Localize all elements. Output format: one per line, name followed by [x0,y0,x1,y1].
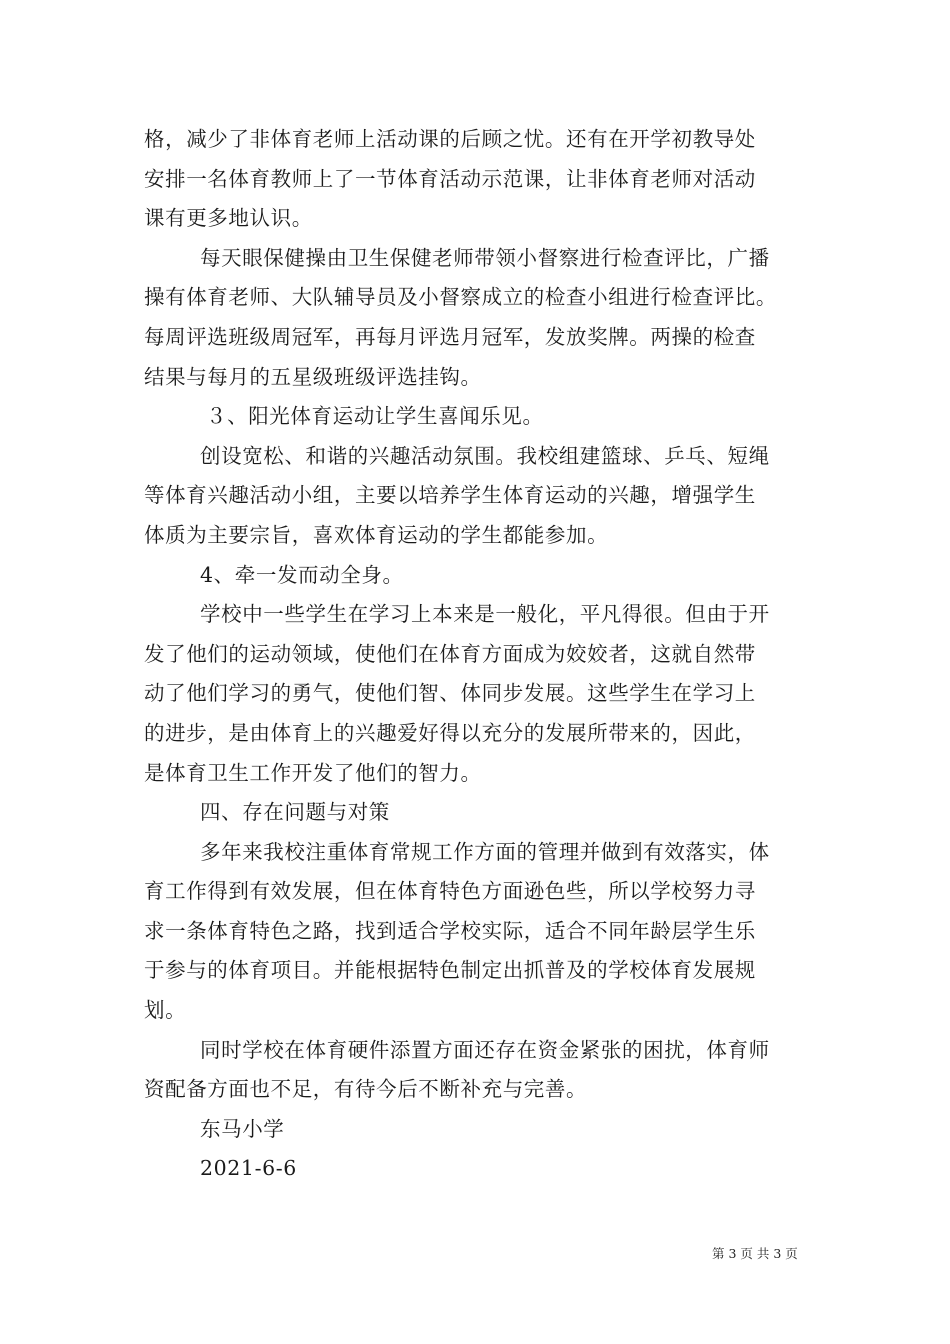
text-line: 每天眼保健操由卫生保健老师带领小督察进行检查评比，广播 [200,245,770,270]
text-line: 操有体育老师、大队辅导员及小督察成立的检查小组进行检查评比。 [144,285,777,310]
text-line: 求一条体育特色之路，找到适合学校实际，适合不同年龄层学生乐 [144,918,756,943]
text-line: 于参与的体育项目。并能根据特色制定出抓普及的学校体育发展规 [144,958,756,983]
text-line: 动了他们学习的勇气，使他们智、体同步发展。这些学生在学习上 [144,681,756,706]
text-line: 发了他们的运动领域，使他们在体育方面成为姣姣者，这就自然带 [144,641,756,666]
text-line: 是体育卫生工作开发了他们的智力。 [144,760,482,785]
text-line: 安排一名体育教师上了一节体育活动示范课，让非体育老师对活动 [144,166,756,191]
text-line: 等体育兴趣活动小组，主要以培养学生体育运动的兴趣，增强学生 [144,483,756,508]
document-body [144,120,812,1189]
signature-date: 2021-6-6 [200,1156,297,1181]
text-line: 多年来我校注重体育常规工作方面的管理并做到有效落实，体 [200,839,770,864]
text-line: 学校中一些学生在学习上本来是一般化，平凡得很。但由于开 [200,602,770,627]
text-line: 结果与每月的五星级班级评选挂钩。 [144,364,482,389]
section-heading: 4、牵一发而动全身。 [200,562,404,587]
page-number: 第 3 页 共 3 页 [712,1246,798,1261]
text-line: 体质为主要宗旨，喜欢体育运动的学生都能参加。 [144,522,609,547]
text-line: 创设宽松、和谐的兴趣活动氛围。我校组建篮球、乒乓、短绳 [200,443,770,468]
text-line: 的进步，是由体育上的兴趣爱好得以充分的发展所带来的，因此， [144,720,756,745]
signature-school: 东马小学 [200,1116,285,1141]
text-line: 划。 [144,998,187,1023]
section-heading: ３、阳光体育运动让学生喜闻乐见。 [206,404,544,429]
section-heading: 四、存在问题与对策 [200,800,390,825]
text-line: 格，减少了非体育老师上活动课的后顾之忧。还有在开学初教导处 [144,127,756,151]
text-line: 育工作得到有效发展，但在体育特色方面逊色些，所以学校努力寻 [144,879,756,904]
text-line: 课有更多地认识。 [144,206,313,231]
text-line: 每周评选班级周冠军，再每月评选月冠军，发放奖牌。两操的检查 [144,324,756,349]
text-line: 同时学校在体育硬件添置方面还存在资金紧张的困扰，体育师 [200,1037,770,1062]
text-line: 资配备方面也不足，有待今后不断补充与完善。 [144,1077,588,1102]
